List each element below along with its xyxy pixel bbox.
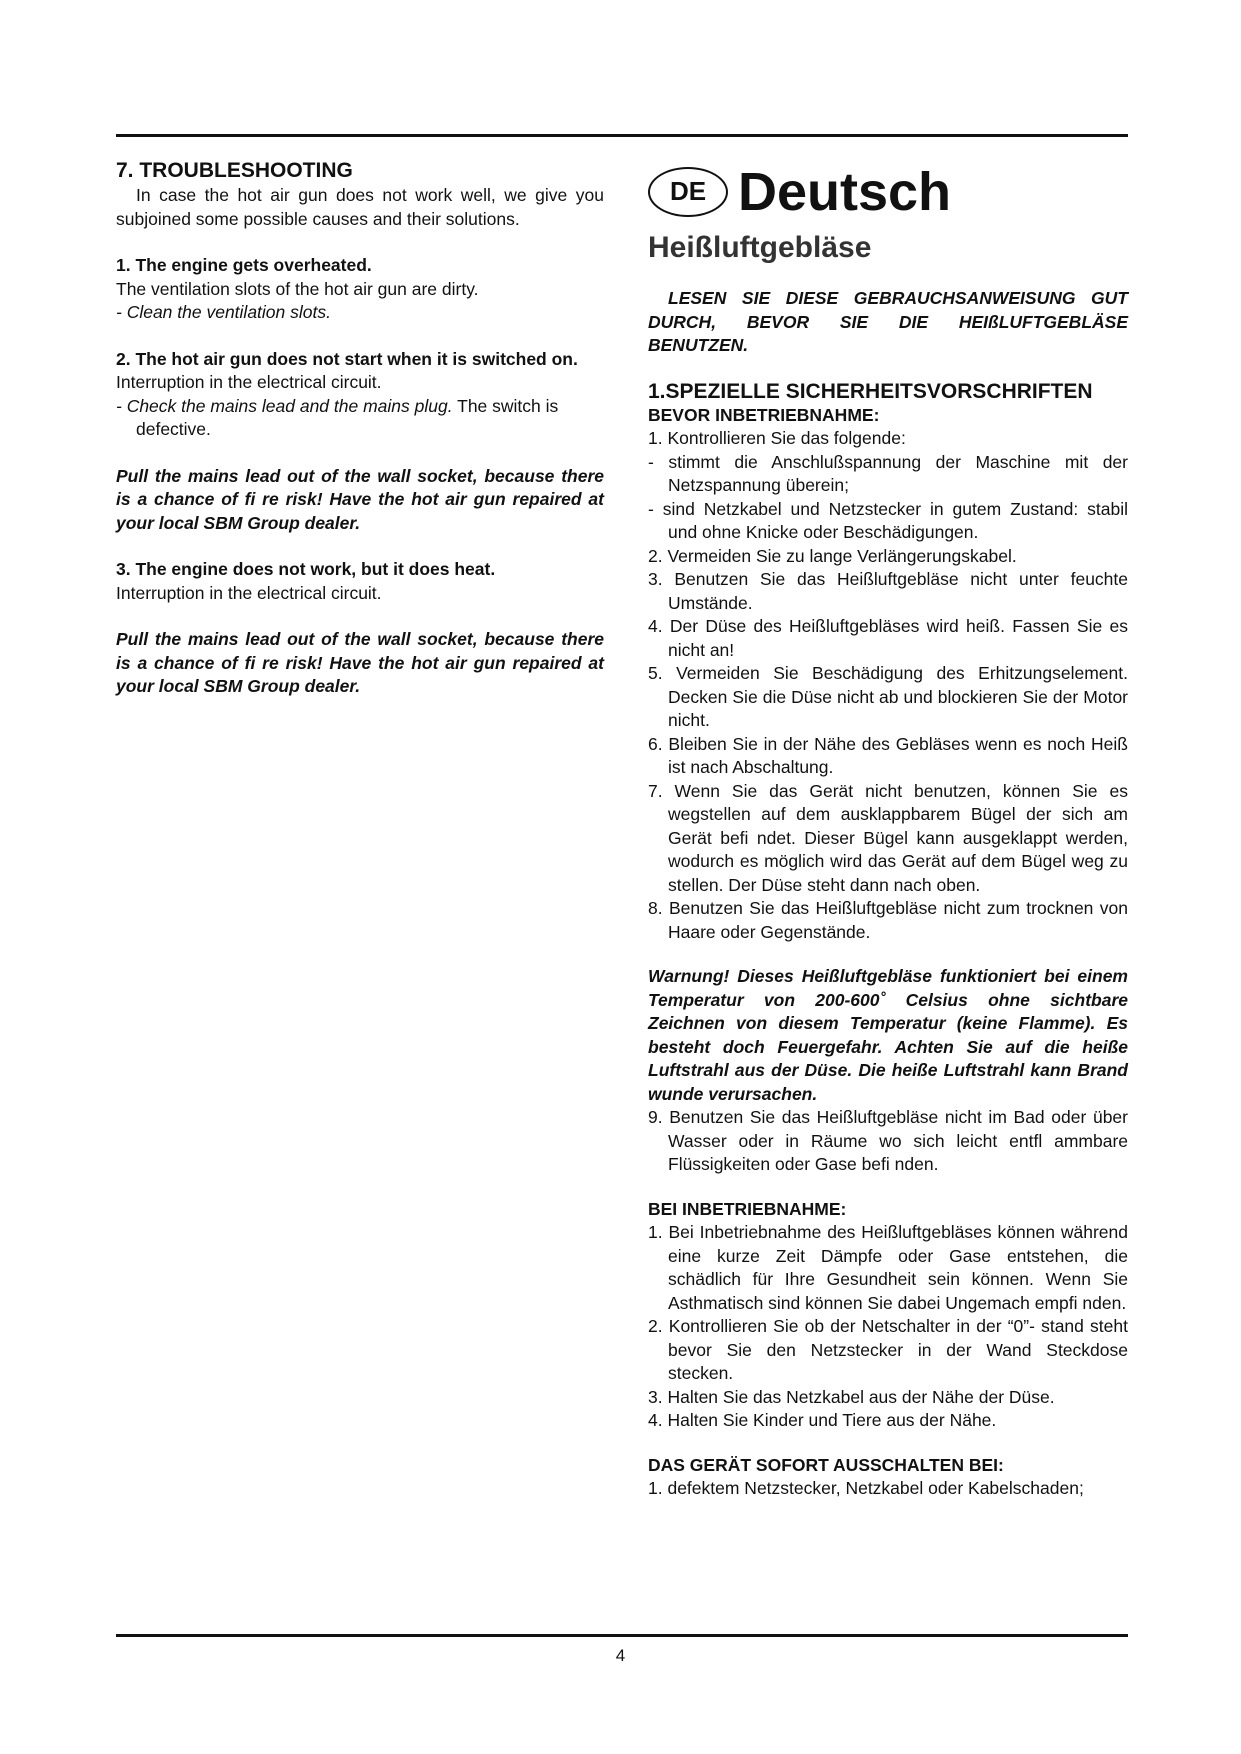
list-item: 3. Benutzen Sie das Heißluftgebläse nicht unter feuchte Umstände.	[648, 569, 1128, 613]
product-subtitle: Heißluftgebläse	[648, 231, 872, 264]
list-item: 4. Halten Sie Kinder und Tiere aus der Nähe.	[648, 1410, 997, 1430]
language-badge: DE	[648, 167, 728, 217]
problem-1-cause: The ventilation slots of the hot air gun are dirty.	[116, 278, 479, 299]
list-item: 1. defektem Netzstecker, Netzkabel oder Kabelschaden;	[648, 1478, 1084, 1498]
list-item: 3. Halten Sie das Netzkabel aus der Nähe der Düse.	[648, 1386, 1055, 1407]
problem-3-title: 3. The engine does not work, but it does heat.	[116, 559, 496, 579]
problem-1-title: 1. The engine gets overheated.	[116, 255, 372, 275]
list-item: 8. Benutzen Sie das Heißluftgebläse nicht zum trocknen von Haare oder Gegenstände.	[648, 898, 1128, 942]
list-item: - stimmt die Anschlußspannung der Maschine mit der Netzspannung überein;	[648, 451, 1128, 495]
before-use-title: BEVOR INBETRIEBNAHME:	[648, 404, 880, 425]
switch-off-title: DAS GERÄT SOFORT AUSSCHALTEN BEI:	[648, 1454, 1004, 1475]
problem-2-fix: - Check the mains lead and the mains plug.	[116, 395, 453, 416]
german-column	[648, 160, 1128, 1501]
troubleshooting-heading: 7. TROUBLESHOOTING	[116, 159, 353, 182]
troubleshooting-intro: In case the hot air gun does not work well, we give you subjoined some possible causes and their solutions.	[116, 185, 604, 229]
warning-1: Pull the mains lead out of the wall socket, because there is a chance of fi re risk! Have the hot air gun repaired at your local SBM Group dealer.	[116, 465, 604, 533]
list-item: 2. Vermeiden Sie zu lange Verlängerungskabel.	[648, 545, 1017, 566]
problem-1	[116, 254, 604, 325]
during-use-title: BEI INBETRIEBNAHME:	[648, 1198, 847, 1219]
item-9-list	[648, 1106, 1128, 1177]
during-use-list	[648, 1221, 1128, 1433]
list-item: 9. Benutzen Sie das Heißluftgebläse nicht im Bad oder über Wasser oder in Räume wo sich leicht entfl ammbare Flüssigkeiten oder Gase befi nden.	[648, 1107, 1128, 1174]
safety-section-title: 1.SPEZIELLE SICHERHEITSVORSCHRIFTEN	[648, 379, 1093, 403]
problem-3-cause: Interruption in the electrical circuit.	[116, 582, 382, 603]
list-item: 6. Bleiben Sie in der Nähe des Gebläses wenn es noch Heiß ist nach Abschaltung.	[648, 733, 1128, 777]
list-item: 5. Vermeiden Sie Beschädigung des Erhitzungselement. Decken Sie die Düse nicht ab und blockieren Sie der Motor nicht.	[648, 663, 1128, 730]
troubleshooting-column	[116, 158, 604, 699]
list-item: 7. Wenn Sie das Gerät nicht benutzen, können Sie es wegstellen auf dem ausklappbarem Bügel der sich am Gerät befi ndet. Dieser Bügel kann ausgeklappt werden, wodurch es möglich wird das Gerät auf dem Bügel weg zu stellen. Der Düse steht dann nach oben.	[648, 780, 1128, 895]
list-item: 2. Kontrollieren Sie ob der Netschalter in der “0”- stand steht bevor Sie den Netzstecker in der Wand Steckdose stecken.	[648, 1316, 1128, 1383]
list-item: 4. Der Düse des Heißluftgebläses wird heiß. Fassen Sie es nicht an!	[648, 616, 1128, 660]
problem-2-title: 2. The hot air gun does not start when it is switched on.	[116, 348, 578, 369]
top-rule	[116, 134, 1128, 137]
problem-1-fix: - Clean the ventilation slots.	[116, 302, 331, 322]
language-header	[648, 160, 1128, 224]
problem-2-extra: The switch is defective.	[136, 395, 559, 439]
list-item: 1. Kontrollieren Sie das folgende:	[648, 428, 906, 448]
list-item: 1. Bei Inbetriebnahme des Heißluftgebläses können während eine kurze Zeit Dämpfe oder Gase entstehen, die schädlich für Ihre Gesundheit sein können. Wenn Sie Asthmatisch sind können Sie dabei Ungemach empfi nden.	[648, 1222, 1128, 1313]
temperature-warning: Warnung! Dieses Heißluftgebläse funktioniert bei einem Temperatur von 200-600˚ Celsius ohne sichtbare Zeichnen von diesem Temperatur (keine Flamme). Es besteht doch Feuergefahr. Achten Sie auf die heiße Luftstrahl aus der Düse. Die heiße Luftstrahl kann Brand wunde verursachen.	[648, 966, 1128, 1104]
problem-2-cause: Interruption in the electrical circuit.	[116, 372, 382, 392]
list-item: - sind Netzkabel und Netzstecker in gutem Zustand: stabil und ohne Knicke oder Beschädigungen.	[648, 498, 1128, 542]
warning-2: Pull the mains lead out of the wall socket, because there is a chance of fi re risk! Have the hot air gun repaired at your local SBM Group dealer.	[116, 629, 604, 696]
before-use-list	[648, 427, 1128, 944]
switch-off-list	[648, 1477, 1128, 1501]
problem-3	[116, 558, 604, 605]
language-title: Deutsch	[738, 162, 952, 222]
problem-2	[116, 348, 604, 442]
read-notice: LESEN SIE DIESE GEBRAUCHSANWEISUNG GUT DURCH, BEVOR SIE DIE HEIßLUFTGEBLÄSE BENUTZEN.	[648, 288, 1128, 355]
bottom-rule	[116, 1634, 1128, 1637]
page-number: 4	[615, 1646, 626, 1665]
